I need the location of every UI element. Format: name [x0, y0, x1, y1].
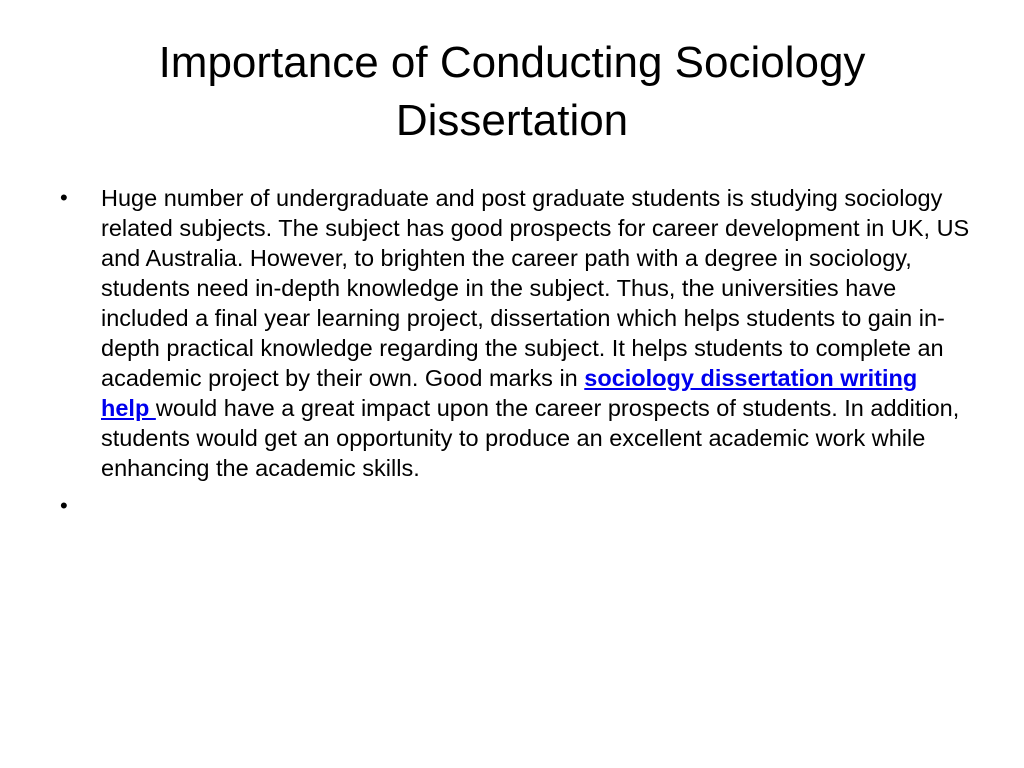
bullet-item — [60, 183, 972, 483]
bullet-text-before-link: Huge number of undergraduate and post graduate students is studying sociology related subjects. The subject has good prospects for career development in UK, US and Australia. However, to brighten the career path with a degree in sociology, students need in-depth knowledge in the subject. Thus, the universities have included a final year learning project, dissertation which helps students to gain in-depth practical knowledge regarding the subject. It helps students to complete an academic project by their own. Good marks in — [101, 185, 970, 391]
bullet-text — [101, 183, 972, 483]
bullet-marker: • — [60, 185, 68, 210]
sociology-dissertation-writing-help-link[interactable]: sociology dissertation writing help — [101, 365, 918, 421]
bullet-marker: • — [60, 493, 68, 518]
slide-title: Importance of Conducting Sociology Dissertation — [158, 38, 866, 145]
bullet-list — [60, 183, 972, 529]
bullet-text-after-link: would have a great impact upon the career prospects of students. In addition, students would get an opportunity to produce an excellent academic work while enhancing the academic skills. — [101, 395, 960, 481]
bullet-text — [101, 491, 972, 521]
bullet-item — [60, 491, 972, 521]
